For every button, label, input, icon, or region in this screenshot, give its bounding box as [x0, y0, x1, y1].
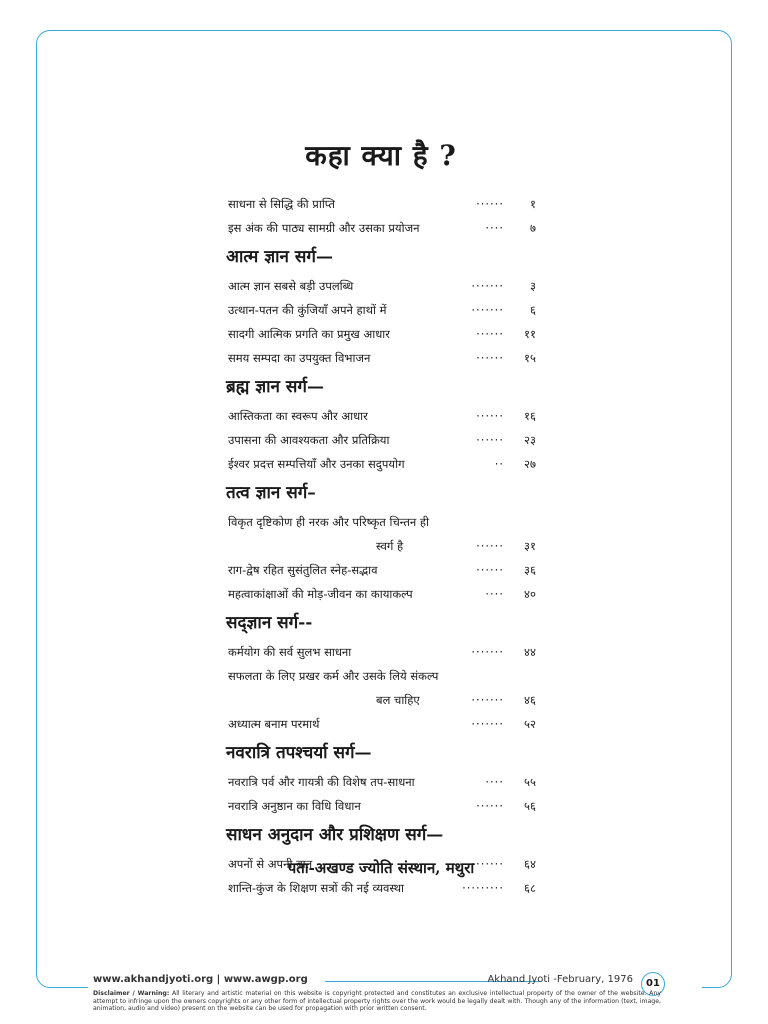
section-heading: आत्म ज्ञान सर्ग— [226, 247, 333, 267]
section-heading: नवरात्रि तपश्चर्या सर्ग— [226, 743, 372, 763]
toc-entry[interactable] [226, 558, 536, 582]
entry-title: शान्ति-कुंज के शिक्षण सत्रों की नई व्यवस्था [228, 881, 405, 895]
leader-dots: ······· [471, 857, 504, 871]
leader-dots: ······ [476, 433, 504, 447]
toc-entry[interactable] [226, 346, 536, 370]
toc-entry[interactable] [226, 192, 536, 216]
entry-page-number: ११ [524, 327, 536, 341]
entry-page-number: ५५ [524, 775, 536, 789]
leader-dots: ······ [476, 351, 504, 365]
entry-page-number: ४० [524, 587, 536, 601]
entry-title: सादगी आत्मिक प्रगति का प्रमुख आधार [228, 327, 390, 341]
entry-title: सफलता के लिए प्रखर कर्म और उसके लिये संकल्प [228, 669, 439, 683]
entry-title-continued: स्वर्ग है [376, 539, 404, 553]
entry-title: साधना से सिद्धि की प्राप्ति [228, 197, 335, 211]
entry-page-number: ५२ [524, 717, 536, 731]
leader-dots: ···· [485, 775, 504, 789]
toc-entry[interactable] [226, 582, 536, 606]
leader-dots: ······ [476, 197, 504, 211]
toc-list [226, 192, 536, 900]
entry-page-number: १५ [524, 351, 536, 365]
toc-entry[interactable] [226, 794, 536, 818]
toc-entry[interactable] [226, 770, 536, 794]
entry-page-number: १६ [524, 409, 536, 423]
entry-title-continued: बल चाहिए [376, 693, 420, 707]
section-heading: सद्ज्ञान सर्ग-- [226, 613, 313, 633]
page-footer [93, 974, 633, 988]
entry-page-number: ७ [530, 221, 536, 235]
entry-page-number: ५६ [524, 799, 536, 813]
entry-page-number: १ [530, 197, 536, 211]
leader-dots: ······ [476, 409, 504, 423]
toc-entry[interactable] [226, 876, 536, 900]
entry-title: राग-द्वेष रहित सुसंतुलित स्नेह-सद्भाव [228, 563, 378, 577]
entry-title: नवरात्रि अनुष्ठान का विधि विधान [228, 799, 361, 813]
entry-page-number: ६४ [524, 857, 536, 871]
entry-title: विकृत दृष्टिकोण ही नरक और परिष्कृत चिन्तन ही [228, 515, 430, 529]
leader-dots: ······· [471, 279, 504, 293]
footer-websites[interactable]: www.akhandjyoti.org | www.awgp.org [93, 974, 308, 985]
entry-title: आत्म ज्ञान सबसे बड़ी उपलब्धि [228, 279, 354, 293]
toc-entry[interactable] [226, 664, 536, 712]
leader-dots: ······· [471, 645, 504, 659]
entry-title: इस अंक की पाठ्य सामग्री और उसका प्रयोजन [228, 221, 420, 235]
leader-dots: ······ [476, 799, 504, 813]
footer-issue: Akhand Jyoti -February, 1976 [487, 974, 633, 985]
entry-title: कर्मयोग की सर्व सुलभ साधना [228, 645, 352, 659]
leader-dots: ······ [476, 539, 504, 553]
table-of-contents [226, 130, 536, 900]
toc-entry[interactable] [226, 298, 536, 322]
entry-page-number: ३१ [524, 539, 536, 553]
toc-entry[interactable] [226, 428, 536, 452]
entry-title: उपासना की आवश्यकता और प्रतिक्रिया [228, 433, 390, 447]
leader-dots: ·· [494, 457, 504, 471]
entry-page-number: २७ [524, 457, 536, 471]
leader-dots: ········· [462, 881, 504, 895]
toc-entry[interactable] [226, 274, 536, 298]
leader-dots: ······ [476, 563, 504, 577]
leader-dots: ······· [471, 303, 504, 317]
disclaimer-text: All literary and artistic material on this website is copyright protected and constitutes an exclusive intellectual property of the owner of the website. Any attempt to infringe upon the owners copyrights or any other form of intellectual property rights over the work would be legally dealt with. Though any of the information (text, image, animation, audio and video) present on the website can be used for propagation with prior written consent. [93, 990, 661, 1013]
entry-title: अपनों से अपनी बात [228, 857, 313, 871]
entry-title: महत्वाकांक्षाओं की मोड़-जीवन का कायाकल्प [228, 587, 413, 601]
toc-entry[interactable] [226, 510, 536, 558]
toc-entry[interactable] [226, 712, 536, 736]
entry-page-number: २३ [524, 433, 536, 447]
toc-entry[interactable] [226, 322, 536, 346]
toc-entry[interactable] [226, 216, 536, 240]
entry-page-number: ३ [530, 279, 536, 293]
entry-title: उत्थान-पतन की कुंजियाँ अपने हाथों में [228, 303, 387, 317]
disclaimer [93, 990, 661, 1013]
disclaimer-label: Disclaimer / Warning: [93, 990, 170, 997]
toc-entry[interactable] [226, 404, 536, 428]
entry-title: ईश्वर प्रदत्त सम्पत्तियाँ और उनका सदुपयोग [228, 457, 405, 471]
entry-page-number: ६ [530, 303, 536, 317]
leader-dots: ···· [485, 587, 504, 601]
leader-dots: ······· [471, 717, 504, 731]
leader-dots: ···· [485, 221, 504, 235]
entry-page-number: ४४ [524, 645, 536, 659]
entry-title: नवरात्रि पर्व और गायत्री की विशेष तप-साधना [228, 775, 415, 789]
entry-title: समय सम्पदा का उपयुक्त विभाजन [228, 351, 371, 365]
entry-title: आस्तिकता का स्वरूप और आधार [228, 409, 368, 423]
leader-dots: ······ [476, 327, 504, 341]
toc-entry[interactable] [226, 640, 536, 664]
publisher-address: पता-अखण्ड ज्योति संस्थान, मथुरा [287, 859, 475, 877]
page-title: कहा क्या है ? [305, 139, 457, 172]
entry-page-number: ४६ [524, 693, 536, 707]
section-heading: साधन अनुदान और प्रशिक्षण सर्ग— [226, 825, 444, 845]
entry-title: अध्यात्म बनाम परमार्थ [228, 717, 320, 731]
leader-dots: ······· [471, 693, 504, 707]
entry-page-number: ३६ [524, 563, 536, 577]
section-heading: तत्व ज्ञान सर्ग– [226, 483, 316, 503]
section-heading: ब्रह्म ज्ञान सर्ग— [226, 377, 324, 397]
toc-entry[interactable] [226, 452, 536, 476]
page-number-badge: 01 [641, 972, 665, 996]
entry-page-number: ६८ [524, 881, 536, 895]
